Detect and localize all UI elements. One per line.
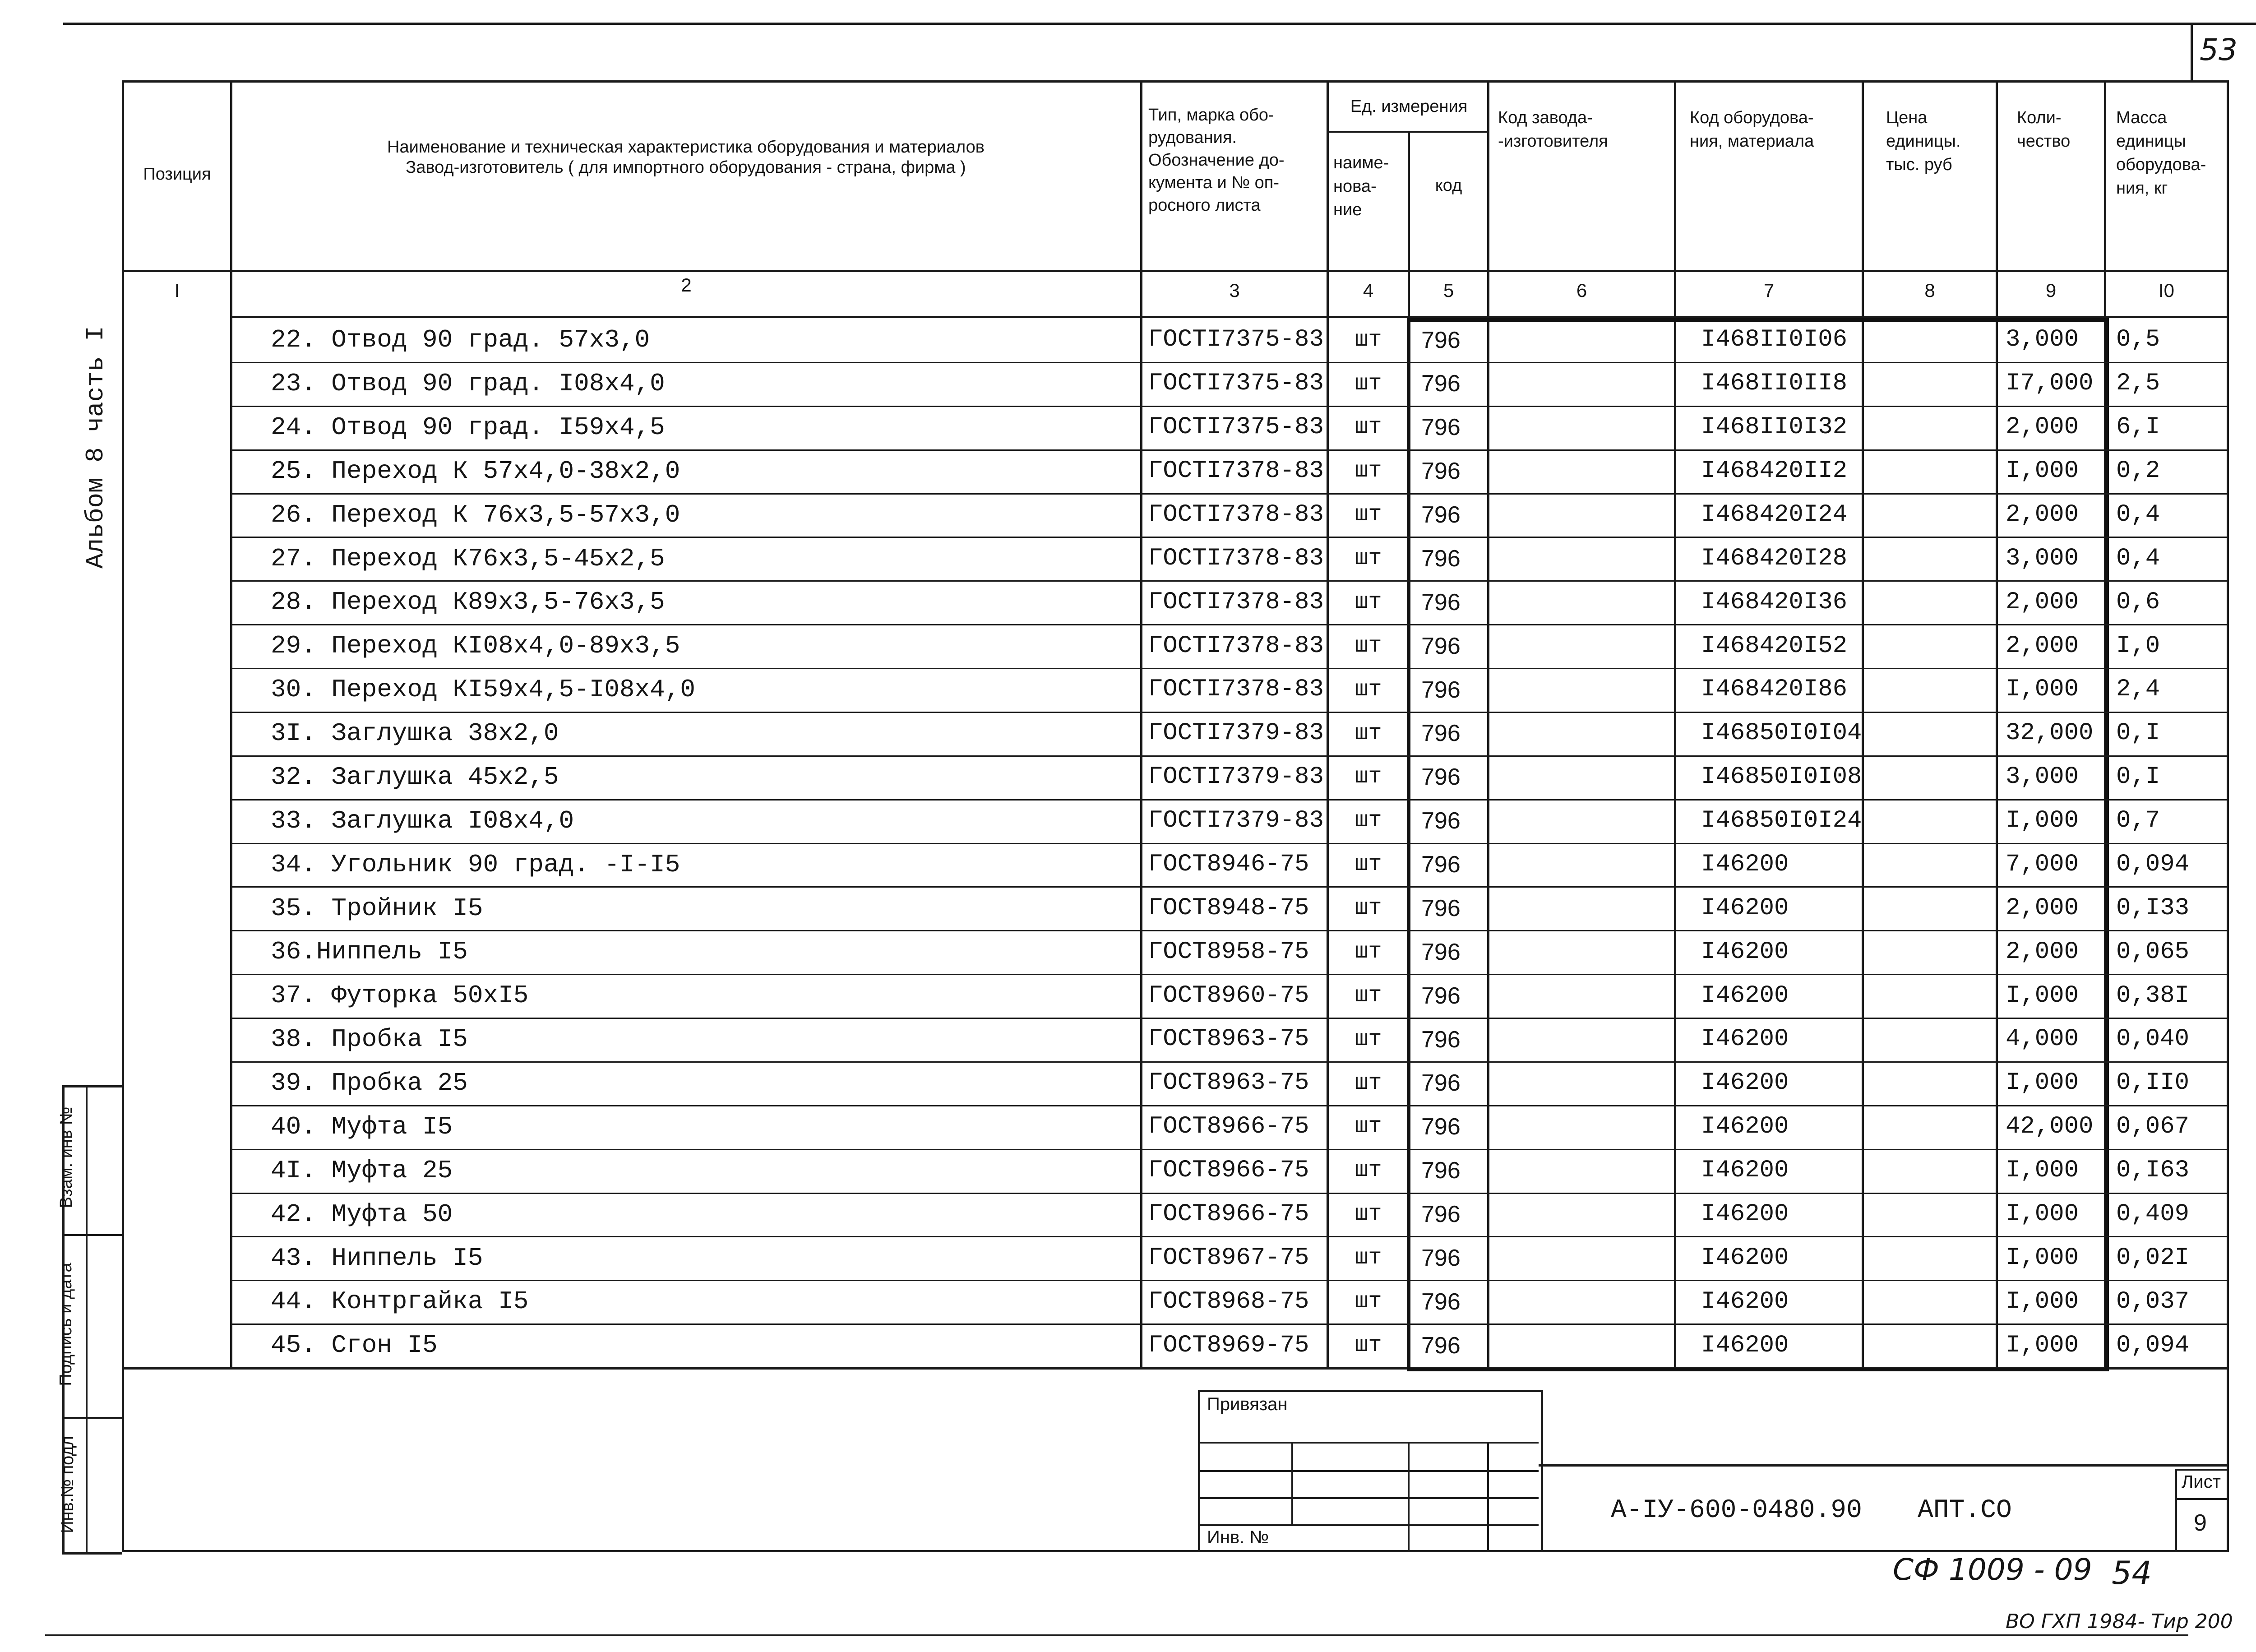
- cell-name: 30. Переход КI59х4,5-I08х4,0: [271, 675, 695, 704]
- row-divider: [230, 668, 2227, 669]
- header-unit-name-line: ние: [1333, 200, 1362, 219]
- cell-mass: 0,38I: [2116, 982, 2190, 1009]
- cell-mass: 0,4: [2116, 501, 2160, 528]
- cell-unit: шт: [1355, 1289, 1382, 1314]
- header-name-line1: Наименование и техническая характеристика оборудования и материалов: [387, 138, 985, 157]
- cell-material: I46200: [1701, 1113, 1789, 1140]
- cell-mass: 0,065: [2116, 938, 2190, 966]
- row-divider: [230, 537, 2227, 538]
- cell-code: 796: [1421, 1157, 1461, 1184]
- cell-unit: шт: [1355, 371, 1382, 397]
- cell-name: 25. Переход К 57х4,0-38х2,0: [271, 457, 680, 486]
- cell-doc: ГОСТI7379-83: [1148, 807, 1324, 834]
- cell-code: 796: [1421, 327, 1461, 353]
- cell-qty: 2,000: [2006, 501, 2079, 528]
- cell-unit: шт: [1355, 1333, 1382, 1358]
- cell-qty: I,000: [2006, 457, 2079, 485]
- header-unit-group: Ед. измерения: [1350, 97, 1468, 116]
- header-mass: [2116, 106, 2227, 200]
- colnum-3: 3: [1229, 280, 1240, 301]
- side-label: Альбом 8 часть I: [81, 326, 110, 569]
- row-divider: [230, 1105, 2227, 1106]
- cell-doc: ГОСТI7375-83: [1148, 413, 1324, 441]
- top-border-line: [63, 23, 2256, 25]
- header-type-line: кумента и № оп-: [1148, 173, 1280, 192]
- sheet-box-divider: [2175, 1498, 2228, 1500]
- row-divider: [230, 843, 2227, 844]
- cell-doc: ГОСТI7379-83: [1148, 763, 1324, 791]
- row-divider: [230, 755, 2227, 757]
- cell-qty: I7,000: [2006, 370, 2094, 397]
- cell-code: 796: [1421, 764, 1461, 790]
- row-divider: [230, 1280, 2227, 1281]
- header-unit-name: [1333, 151, 1408, 222]
- cell-code: 796: [1421, 1333, 1461, 1359]
- cell-material: I46850I0I08: [1701, 763, 1862, 791]
- unit-sub-line: [1327, 131, 1489, 133]
- header-name-line2: Завод-изготовитель ( для импортного оборудования - страна, фирма ): [406, 158, 966, 177]
- colnum-2: 2: [681, 274, 692, 296]
- row-divider: [230, 449, 2227, 451]
- cell-name: 38. Пробка I5: [271, 1025, 468, 1054]
- cell-code: 796: [1421, 458, 1461, 484]
- cell-unit: шт: [1355, 546, 1382, 571]
- cell-qty: I,000: [2006, 1288, 2079, 1315]
- cell-mass: 0,I: [2116, 763, 2160, 791]
- cell-mass: 0,I: [2116, 719, 2160, 747]
- cell-qty: 3,000: [2006, 545, 2079, 572]
- cell-unit: шт: [1355, 502, 1382, 528]
- cell-mass: 0,067: [2116, 1113, 2190, 1140]
- cell-unit: шт: [1355, 1070, 1382, 1096]
- cell-qty: 42,000: [2006, 1113, 2094, 1140]
- cell-qty: I,000: [2006, 982, 2079, 1009]
- header-mass-line: Масса: [2116, 108, 2167, 127]
- header-material-code: [1690, 106, 1861, 153]
- cell-code: 796: [1421, 720, 1461, 746]
- cell-material: I468420I28: [1701, 545, 1848, 572]
- cell-name: 29. Переход КI08х4,0-89х3,5: [271, 631, 680, 660]
- cell-mass: 0,2: [2116, 457, 2160, 485]
- cell-code: 796: [1421, 1114, 1461, 1140]
- colnum-1: I: [174, 280, 180, 301]
- cell-qty: 2,000: [2006, 632, 2079, 660]
- header-mass-line: ния, кг: [2116, 179, 2168, 198]
- header-bottom-line: [122, 270, 2229, 272]
- cell-mass: 0,094: [2116, 851, 2190, 878]
- colnum-7: 7: [1763, 280, 1775, 301]
- cell-name: 40. Муфта I5: [271, 1112, 453, 1141]
- cell-unit: шт: [1355, 1245, 1382, 1271]
- cell-name: 43. Ниппель I5: [271, 1244, 483, 1273]
- header-mass-line: единицы: [2116, 132, 2186, 151]
- cell-unit: шт: [1355, 939, 1382, 965]
- cell-code: 796: [1421, 589, 1461, 615]
- cell-unit: шт: [1355, 895, 1382, 921]
- cell-doc: ГОСТ8960-75: [1148, 982, 1309, 1009]
- cell-qty: 2,000: [2006, 588, 2079, 616]
- cell-qty: 4,000: [2006, 1025, 2079, 1053]
- header-type-line: Обозначение до-: [1148, 151, 1285, 170]
- cell-unit: шт: [1355, 764, 1382, 790]
- privyazan-col-2: [1408, 1442, 1410, 1552]
- cell-material: I468II0I06: [1701, 326, 1848, 353]
- header-price: [1886, 106, 1996, 176]
- cell-unit: шт: [1355, 1114, 1382, 1139]
- cell-doc: ГОСТ8958-75: [1148, 938, 1309, 966]
- cell-code: 796: [1421, 1070, 1461, 1096]
- sheet-number: 9: [2194, 1510, 2207, 1536]
- cell-doc: ГОСТ8966-75: [1148, 1157, 1309, 1184]
- cell-code: 796: [1421, 370, 1461, 397]
- cell-unit: шт: [1355, 808, 1382, 833]
- row-divider: [230, 799, 2227, 801]
- header-quantity: [2017, 106, 2104, 153]
- sheet-label: Лист: [2182, 1472, 2221, 1492]
- row-divider: [230, 1018, 2227, 1019]
- row-divider: [230, 362, 2227, 363]
- header-position: Позиция: [143, 165, 211, 184]
- cell-mass: 2,4: [2116, 676, 2160, 703]
- row-divider: [230, 1149, 2227, 1150]
- colnum-10: I0: [2158, 280, 2175, 301]
- stamp-inv-podl: Инв.№ подл: [58, 1436, 77, 1533]
- left-stamp-row-2: [62, 1417, 123, 1419]
- frame-top-line: [122, 80, 2229, 83]
- cell-qty: 2,000: [2006, 413, 2079, 441]
- header-factory-code: [1498, 106, 1674, 153]
- privyazan-col-1: [1291, 1442, 1293, 1526]
- cell-material: I468420I86: [1701, 676, 1848, 703]
- handwritten-footer: ВО ГХП 1984- Тир 200: [2006, 1610, 2233, 1633]
- cell-name: 26. Переход К 76х3,5-57х3,0: [271, 500, 680, 529]
- cell-code: 796: [1421, 502, 1461, 528]
- left-stamp-row-1: [62, 1234, 123, 1236]
- row-divider: [230, 580, 2227, 582]
- cell-code: 796: [1421, 1289, 1461, 1315]
- cell-doc: ГОСТ8966-75: [1148, 1113, 1309, 1140]
- cell-material: I46850I0I24: [1701, 807, 1862, 834]
- cell-name: 23. Отвод 90 град. I08х4,0: [271, 369, 665, 398]
- cell-qty: 2,000: [2006, 894, 2079, 922]
- cell-unit: шт: [1355, 589, 1382, 615]
- row-divider: [230, 493, 2227, 495]
- privyazan-label: Привязан: [1207, 1394, 1288, 1414]
- cell-name: 3I. Заглушка 38х2,0: [271, 719, 559, 748]
- cell-material: I46850I0I04: [1701, 719, 1862, 747]
- cell-material: I46200: [1701, 1288, 1789, 1315]
- cell-mass: 0,02I: [2116, 1244, 2190, 1272]
- cell-code: 796: [1421, 546, 1461, 572]
- cell-doc: ГОСТ8948-75: [1148, 894, 1309, 922]
- cell-code: 796: [1421, 414, 1461, 440]
- cell-name: 27. Переход К76х3,5-45х2,5: [271, 544, 665, 573]
- cell-unit: шт: [1355, 983, 1382, 1009]
- cell-code: 796: [1421, 851, 1461, 878]
- cell-doc: ГОСТI7378-83: [1148, 588, 1324, 616]
- handwritten-code: СФ 1009 - 09: [1893, 1552, 2092, 1587]
- header-quantity-line: чество: [2017, 132, 2071, 151]
- cell-mass: 6,I: [2116, 413, 2160, 441]
- title-block-line: [1539, 1464, 2228, 1467]
- row-divider: [230, 1193, 2227, 1194]
- doc-mark: АПТ.СО: [1918, 1496, 2012, 1525]
- inv-no-label: Инв. №: [1207, 1527, 1269, 1547]
- cell-qty: I,000: [2006, 1200, 2079, 1228]
- header-factory-code-line: -изготовителя: [1498, 132, 1608, 151]
- cell-material: I468420I52: [1701, 632, 1848, 660]
- left-stamp-divider: [86, 1085, 88, 1552]
- cell-mass: 0,II0: [2116, 1069, 2190, 1097]
- cell-code: 796: [1421, 895, 1461, 921]
- cell-doc: ГОСТ8967-75: [1148, 1244, 1309, 1272]
- cell-unit: шт: [1355, 327, 1382, 353]
- cell-doc: ГОСТI7379-83: [1148, 719, 1324, 747]
- cell-name: 45. Сгон I5: [271, 1331, 438, 1360]
- cell-name: 4I. Муфта 25: [271, 1156, 453, 1185]
- page-number-top: 53: [2200, 32, 2238, 67]
- cell-qty: I,000: [2006, 1157, 2079, 1184]
- row-divider: [230, 930, 2227, 931]
- cell-mass: 0,I33: [2116, 894, 2190, 922]
- cell-qty: I,000: [2006, 807, 2079, 834]
- cell-code: 796: [1421, 1201, 1461, 1227]
- cell-code: 796: [1421, 983, 1461, 1009]
- cell-qty: 7,000: [2006, 851, 2079, 878]
- colnum-8: 8: [1924, 280, 1935, 301]
- cell-doc: ГОСТI7375-83: [1148, 370, 1324, 397]
- cell-unit: шт: [1355, 1027, 1382, 1052]
- cell-code: 796: [1421, 939, 1461, 965]
- header-unit-name-line: нова-: [1333, 177, 1377, 196]
- cell-material: I46200: [1701, 982, 1789, 1009]
- header-price-line: Цена: [1886, 108, 1928, 127]
- cell-material: I46200: [1701, 1244, 1789, 1272]
- cell-doc: ГОСТI7378-83: [1148, 676, 1324, 703]
- cell-material: I468II0II8: [1701, 370, 1848, 397]
- header-material-code-line: Код оборудова-: [1690, 108, 1814, 127]
- cell-qty: 3,000: [2006, 763, 2079, 791]
- cell-name: 39. Пробка 25: [271, 1069, 468, 1097]
- cell-name: 34. Угольник 90 град. -I-I5: [271, 850, 680, 879]
- cell-material: I46200: [1701, 894, 1789, 922]
- cell-mass: 0,6: [2116, 588, 2160, 616]
- cell-mass: 0,I63: [2116, 1157, 2190, 1184]
- cell-material: I46200: [1701, 1069, 1789, 1097]
- col-line-2: [1140, 81, 1142, 1370]
- stamp-vzam: Взам. инв №: [57, 1106, 76, 1208]
- cell-name: 42. Муфта 50: [271, 1200, 453, 1229]
- doc-code: А-IУ-600-0480.90: [1611, 1496, 1862, 1525]
- cell-code: 796: [1421, 677, 1461, 703]
- header-material-code-line: ния, материала: [1690, 132, 1814, 151]
- cell-qty: 3,000: [2006, 326, 2079, 353]
- cell-unit: шт: [1355, 1201, 1382, 1227]
- header-type: [1148, 104, 1327, 217]
- cell-name: 36.Ниппель I5: [271, 937, 468, 966]
- cell-qty: I,000: [2006, 676, 2079, 703]
- colnum-6: 6: [1576, 280, 1587, 301]
- cell-material: I46200: [1701, 1157, 1789, 1184]
- cell-doc: ГОСТ8963-75: [1148, 1025, 1309, 1053]
- cell-doc: ГОСТ8968-75: [1148, 1288, 1309, 1315]
- header-mass-line: оборудова-: [2116, 155, 2206, 174]
- cell-unit: шт: [1355, 721, 1382, 746]
- bottom-page-line: [45, 1634, 2188, 1636]
- frame-right-line: [2227, 81, 2229, 1552]
- row-divider: [230, 406, 2227, 407]
- header-unit-name-line: наиме-: [1333, 153, 1389, 172]
- header-unit-code: код: [1435, 176, 1462, 195]
- cell-doc: ГОСТ8969-75: [1148, 1332, 1309, 1359]
- cell-material: I468420I36: [1701, 588, 1848, 616]
- cell-code: 796: [1421, 1027, 1461, 1053]
- header-price-line: тыс. руб: [1886, 155, 1952, 174]
- cell-material: I468420I24: [1701, 501, 1848, 528]
- cell-qty: I,000: [2006, 1244, 2079, 1272]
- cell-doc: ГОСТI7378-83: [1148, 501, 1324, 528]
- cell-name: 28. Переход К89х3,5-76х3,5: [271, 588, 665, 616]
- colnum-4: 4: [1363, 280, 1374, 301]
- privyazan-col-3: [1487, 1442, 1489, 1552]
- cell-mass: 0,409: [2116, 1200, 2190, 1228]
- cell-material: I468II0I32: [1701, 413, 1848, 441]
- sheet-box-top: [2175, 1469, 2228, 1471]
- row-divider: [230, 624, 2227, 625]
- row-divider: [230, 1323, 2227, 1325]
- cell-doc: ГОСТI7378-83: [1148, 457, 1324, 485]
- cell-material: I46200: [1701, 1200, 1789, 1228]
- cell-doc: ГОСТI7375-83: [1148, 326, 1324, 353]
- cell-code: 796: [1421, 1245, 1461, 1271]
- colnum-9: 9: [2045, 280, 2057, 301]
- cell-material: I46200: [1701, 1025, 1789, 1053]
- cell-qty: 2,000: [2006, 938, 2079, 966]
- cell-mass: 0,5: [2116, 326, 2160, 353]
- cell-material: I46200: [1701, 1332, 1789, 1359]
- cell-doc: ГОСТI7378-83: [1148, 545, 1324, 572]
- cell-qty: 32,000: [2006, 719, 2094, 747]
- cell-unit: шт: [1355, 851, 1382, 877]
- header-type-line: рудования.: [1148, 128, 1237, 147]
- cell-name: 22. Отвод 90 град. 57х3,0: [271, 325, 650, 354]
- header-type-line: Тип, марка обо-: [1148, 106, 1274, 125]
- page-box-left: [2191, 25, 2193, 81]
- cell-code: 796: [1421, 633, 1461, 659]
- cell-mass: 0,094: [2116, 1332, 2190, 1359]
- cell-name: 37. Футорка 50хI5: [271, 981, 529, 1010]
- row-divider: [230, 886, 2227, 888]
- row-divider: [230, 974, 2227, 975]
- cell-unit: шт: [1355, 1157, 1382, 1183]
- cell-name: 33. Заглушка I08х4,0: [271, 806, 574, 835]
- cell-mass: 0,040: [2116, 1025, 2190, 1053]
- row-divider: [230, 1236, 2227, 1237]
- cell-qty: I,000: [2006, 1332, 2079, 1359]
- cell-doc: ГОСТ8966-75: [1148, 1200, 1309, 1228]
- cell-mass: 2,5: [2116, 370, 2160, 397]
- cell-qty: I,000: [2006, 1069, 2079, 1097]
- cell-name: 44. Контргайка I5: [271, 1287, 529, 1316]
- cell-unit: шт: [1355, 458, 1382, 484]
- header-factory-code-line: Код завода-: [1498, 108, 1593, 127]
- colnum-5: 5: [1443, 280, 1454, 301]
- cell-material: I46200: [1701, 938, 1789, 966]
- cell-name: 24. Отвод 90 град. I59х4,5: [271, 413, 665, 442]
- cell-material: I46200: [1701, 851, 1789, 878]
- cell-mass: I,0: [2116, 632, 2160, 660]
- cell-mass: 0,4: [2116, 545, 2160, 572]
- cell-mass: 0,7: [2116, 807, 2160, 834]
- cell-doc: ГОСТI7378-83: [1148, 632, 1324, 660]
- row-divider: [230, 1061, 2227, 1063]
- row-divider: [230, 712, 2227, 713]
- cell-name: 35. Тройник I5: [271, 894, 483, 923]
- cell-unit: шт: [1355, 414, 1382, 440]
- header-quantity-line: Коли-: [2017, 108, 2062, 127]
- cell-doc: ГОСТ8963-75: [1148, 1069, 1309, 1097]
- cell-mass: 0,037: [2116, 1288, 2190, 1315]
- header-type-line: росного листа: [1148, 196, 1261, 215]
- cell-doc: ГОСТ8946-75: [1148, 851, 1309, 878]
- cell-unit: шт: [1355, 633, 1382, 659]
- cell-material: I468420II2: [1701, 457, 1848, 485]
- cell-unit: шт: [1355, 677, 1382, 703]
- cell-code: 796: [1421, 808, 1461, 834]
- header-price-line: единицы.: [1886, 132, 1961, 151]
- stamp-podpis: Подпись и дата: [56, 1263, 75, 1386]
- cell-name: 32. Заглушка 45х2,5: [271, 763, 559, 791]
- handwritten-number: 54: [2112, 1555, 2152, 1592]
